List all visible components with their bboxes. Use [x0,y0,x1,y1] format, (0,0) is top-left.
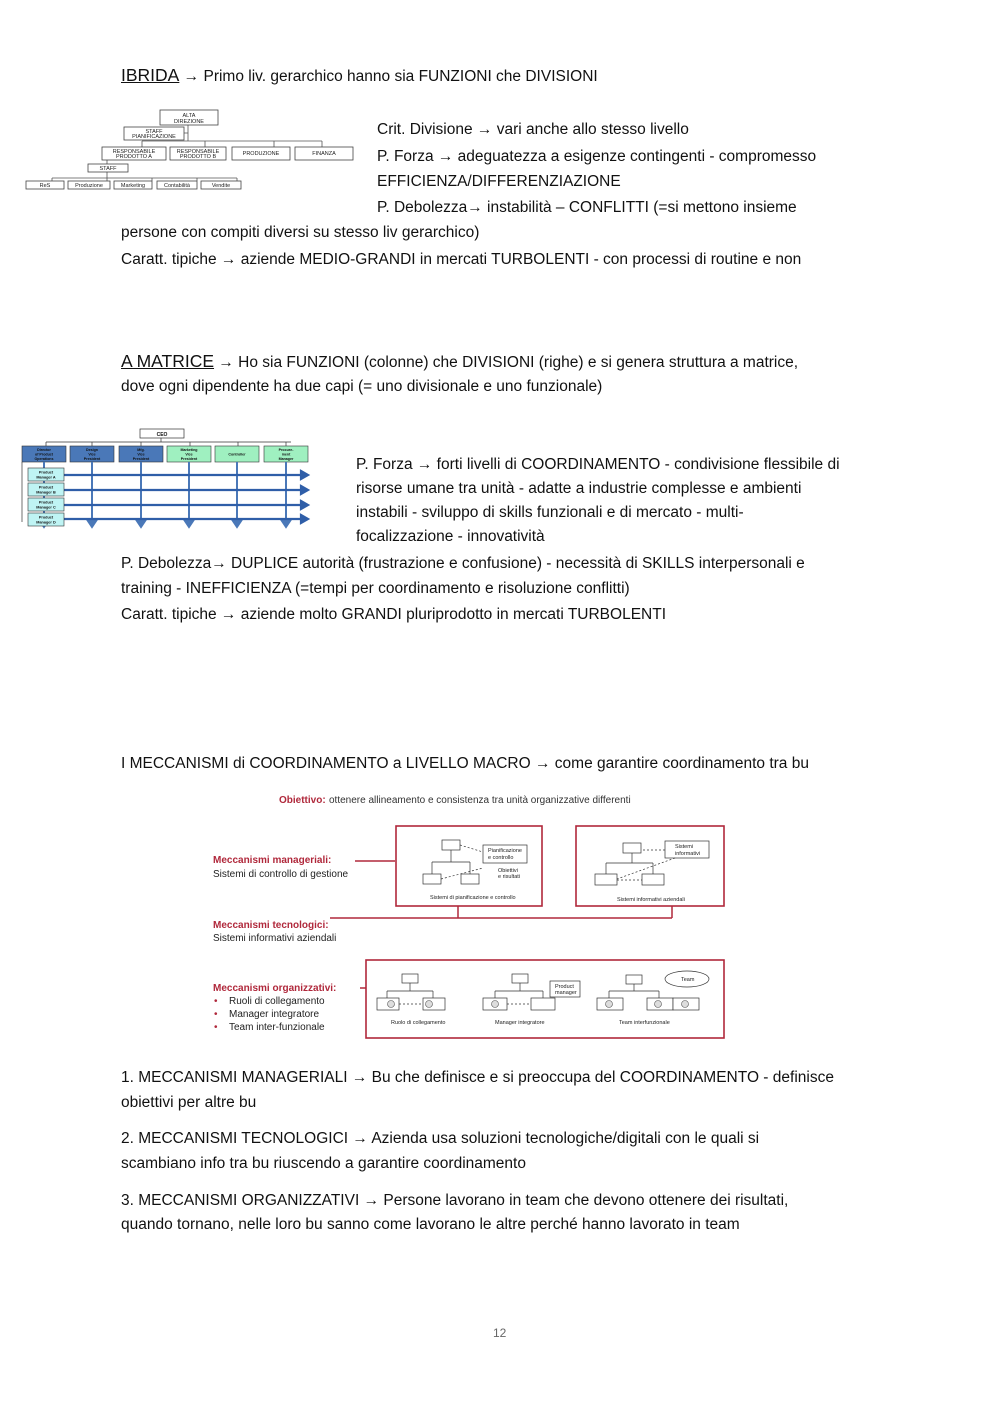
svg-text:•: • [214,996,218,1007]
meccanismi-1-line-1: 1. MECCANISMI MANAGERIALI → Bu che definisce e si preoccupa del COORDINAMENTO - definisce [121,1069,834,1086]
ibrida-heading-text: → Primo liv. gerarchico hanno sia FUNZIONI che DIVISIONI [183,68,598,85]
org-staff: STAFF [99,166,117,172]
box1-label1-a: Pianificazione [488,848,522,854]
fig-obiettivo-label: Obiettivo: [279,795,326,806]
matrix-ceo: CEO [156,432,168,438]
box2-caption: Sistemi informativi aziendali [617,897,685,903]
box-sistemi-informativi [576,826,724,906]
box3-product-b: manager [555,990,577,996]
box3-team: Team [681,977,695,983]
box1-label2-a: Obiettivi [498,868,518,874]
fig-obiettivo-text: ottenere allineamento e consistenza tra unità organizzative differenti [329,795,631,806]
box1-label1-b: e controllo [488,855,514,861]
org-bottom-2: Produzione [75,183,103,189]
org-finanza: FINANZA [312,151,336,157]
matrix-row-2-a: Product [38,485,54,490]
page-number: 12 [493,1326,507,1340]
ibrida-org-chart [22,108,362,192]
matrice-heading-text-2: dove ogni dipendente ha due capi (= uno divisionale e uno funzionale) [121,378,603,395]
matrice-forza-2: risorse umane tra unità - adatte a industrie complesse e ambienti [356,480,802,497]
matrice-forza-4: focalizzazione - innovatività [356,528,545,545]
box-pianificazione [396,826,542,906]
ibrida-forza-2: EFFICIENZA/DIFFERENZIAZIONE [377,173,621,190]
org-resp-a-1: RESPONSABILE [112,149,156,155]
matrix-col-6-a: Procure- [278,448,294,452]
matrix-col-3-a: Mfg. [137,448,145,452]
box1-label2-b: e risultati [498,874,521,880]
matrix-row-3-a: Product [38,500,54,505]
matrix-col-4-a: Marketing [180,448,198,452]
matrix-col-6-b: ment [281,452,291,457]
box2-label-a: Sistemi [675,844,694,850]
org-top-1: ALTA [182,113,196,119]
org-resp-a-2: PRODOTTO A [116,154,152,160]
matrix-col-3-b: Vice [137,452,145,457]
fig-organizzativi-item-2: Manager integratore [229,1009,320,1020]
meccanismi-2-line-1: 2. MECCANISMI TECNOLOGICI → Azienda usa soluzioni tecnologiche/digitali con le quali si [121,1130,760,1147]
matrice-title: A MATRICE [121,351,215,371]
matrix-col-4-c: President [180,457,198,461]
matrix-row-2-b: Manager B [36,490,56,495]
fig-tecnologici-sub: Sistemi informativi aziendali [213,933,337,944]
ibrida-caratt: Caratt. tipiche → aziende MEDIO-GRANDI in mercati TURBOLENTI - con processi di routine e non [121,251,802,268]
box3-caption-1: Ruolo di collegamento [391,1020,446,1026]
matrix-row-4-b: Manager D [36,520,56,525]
matrix-org-chart [16,426,316,530]
matrix-col-1-c: Operations [34,457,54,461]
meccanismi-intro: I MECCANISMI di COORDINAMENTO a LIVELLO MACRO → come garantire coordinamento tra bu [121,755,809,772]
matrix-row-3-b: Manager C [36,505,56,510]
ibrida-heading [121,63,598,89]
org-bottom-1: ReS [39,183,51,189]
matrix-col-1-b: of Product [35,452,53,457]
svg-text:•: • [214,1009,218,1020]
fig-tecnologici-title: Meccanismi tecnologici: [213,920,329,931]
org-bottom-3: Marketing [120,183,146,189]
org-top-2: DIREZIONE [174,119,204,125]
ibrida-debolezza-2: persone con compiti diversi su stesso liv gerarchico) [121,224,480,241]
matrix-col-5-a: Controller [228,452,246,457]
matrix-col-1-a: Director [37,448,51,452]
matrice-forza-1: P. Forza → forti livelli di COORDINAMENTO - condivisione flessibile di [356,456,840,473]
meccanismi-1-line-2: obiettivi per altre bu [121,1094,257,1111]
fig-organizzativi-title: Meccanismi organizzativi: [213,983,337,994]
matrix-row-1-a: Product [38,470,54,475]
matrice-heading-text-1: → Ho sia FUNZIONI (colonne) che DIVISIONI (righe) e si genera struttura a matrice, [218,354,799,371]
meccanismi-3-line-2: quando tornano, nelle loro bu sanno come lavorano le altre perché hanno lavorato in team [121,1216,740,1233]
matrice-debolezza-1: P. Debolezza→ DUPLICE autorità (frustrazione e confusione) - necessità di SKILLS interpersonali e [121,555,805,572]
org-staff-pian-2: PIANIFICAZIONE [132,134,176,140]
org-staff-pian-1: STAFF [145,129,163,135]
fig-manageriali-title: Meccanismi manageriali: [213,855,332,866]
box3-caption-3: Team interfunzionale [619,1020,670,1026]
box3-caption-2: Manager integratore [495,1020,545,1026]
matrix-col-3-c: President [132,457,150,461]
fig-manageriali-sub: Sistemi di controllo di gestione [213,869,349,880]
ibrida-crit: Crit. Divisione → vari anche allo stesso livello [377,121,689,138]
meccanismi-2-line-2: scambiano info tra bu riuscendo a garantire coordinamento [121,1155,526,1172]
ibrida-forza-1: P. Forza → adeguatezza a esigenze contingenti - compromesso [377,148,817,165]
svg-text:•: • [214,1022,218,1033]
matrix-col-2-c: President [83,457,101,461]
ibrida-debolezza-1: P. Debolezza→ instabilità – CONFLITTI (=si mettono insieme [377,199,797,216]
matrix-col-2-b: Vice [88,452,96,457]
org-bottom-5: Vendite [211,183,231,189]
matrix-col-4-b: Vice [185,452,193,457]
ibrida-title: IBRIDA [121,65,180,85]
matrice-caratt: Caratt. tipiche → aziende molto GRANDI pluriprodotto in mercati TURBOLENTI [121,606,666,623]
org-resp-b-2: PRODOTTO B [179,154,217,160]
meccanismi-3-line-1: 3. MECCANISMI ORGANIZZATIVI → Persone lavorano in team che devono ottenere dei risultati, [121,1192,789,1209]
matrice-debolezza-2: training - INEFFICIENZA (=tempi per coordinamento e risoluzione conflitti) [121,580,630,597]
coordination-mechanisms-figure [205,788,735,1040]
org-produzione: PRODUZIONE [242,151,280,157]
matrice-heading [121,349,798,375]
matrix-row-1-b: Manager A [36,475,56,480]
org-bottom-4: Contabilità [164,183,190,189]
fig-organizzativi-item-3: Team inter-funzionale [229,1022,325,1033]
box3-product-a: Product [555,984,574,990]
matrix-row-4-a: Product [38,515,54,520]
org-resp-b-1: RESPONSABILE [176,149,220,155]
matrix-col-2-a: Design [86,448,98,452]
box2-label-b: informativi [675,851,701,857]
fig-organizzativi-item-1: Ruoli di collegamento [229,996,325,1007]
box1-caption: Sistemi di pianificazione e controllo [430,895,516,901]
matrice-forza-3: instabili - sviluppo di skills funzionali e di mercato - multi- [356,504,744,521]
matrix-col-6-c: Manager [278,457,294,461]
